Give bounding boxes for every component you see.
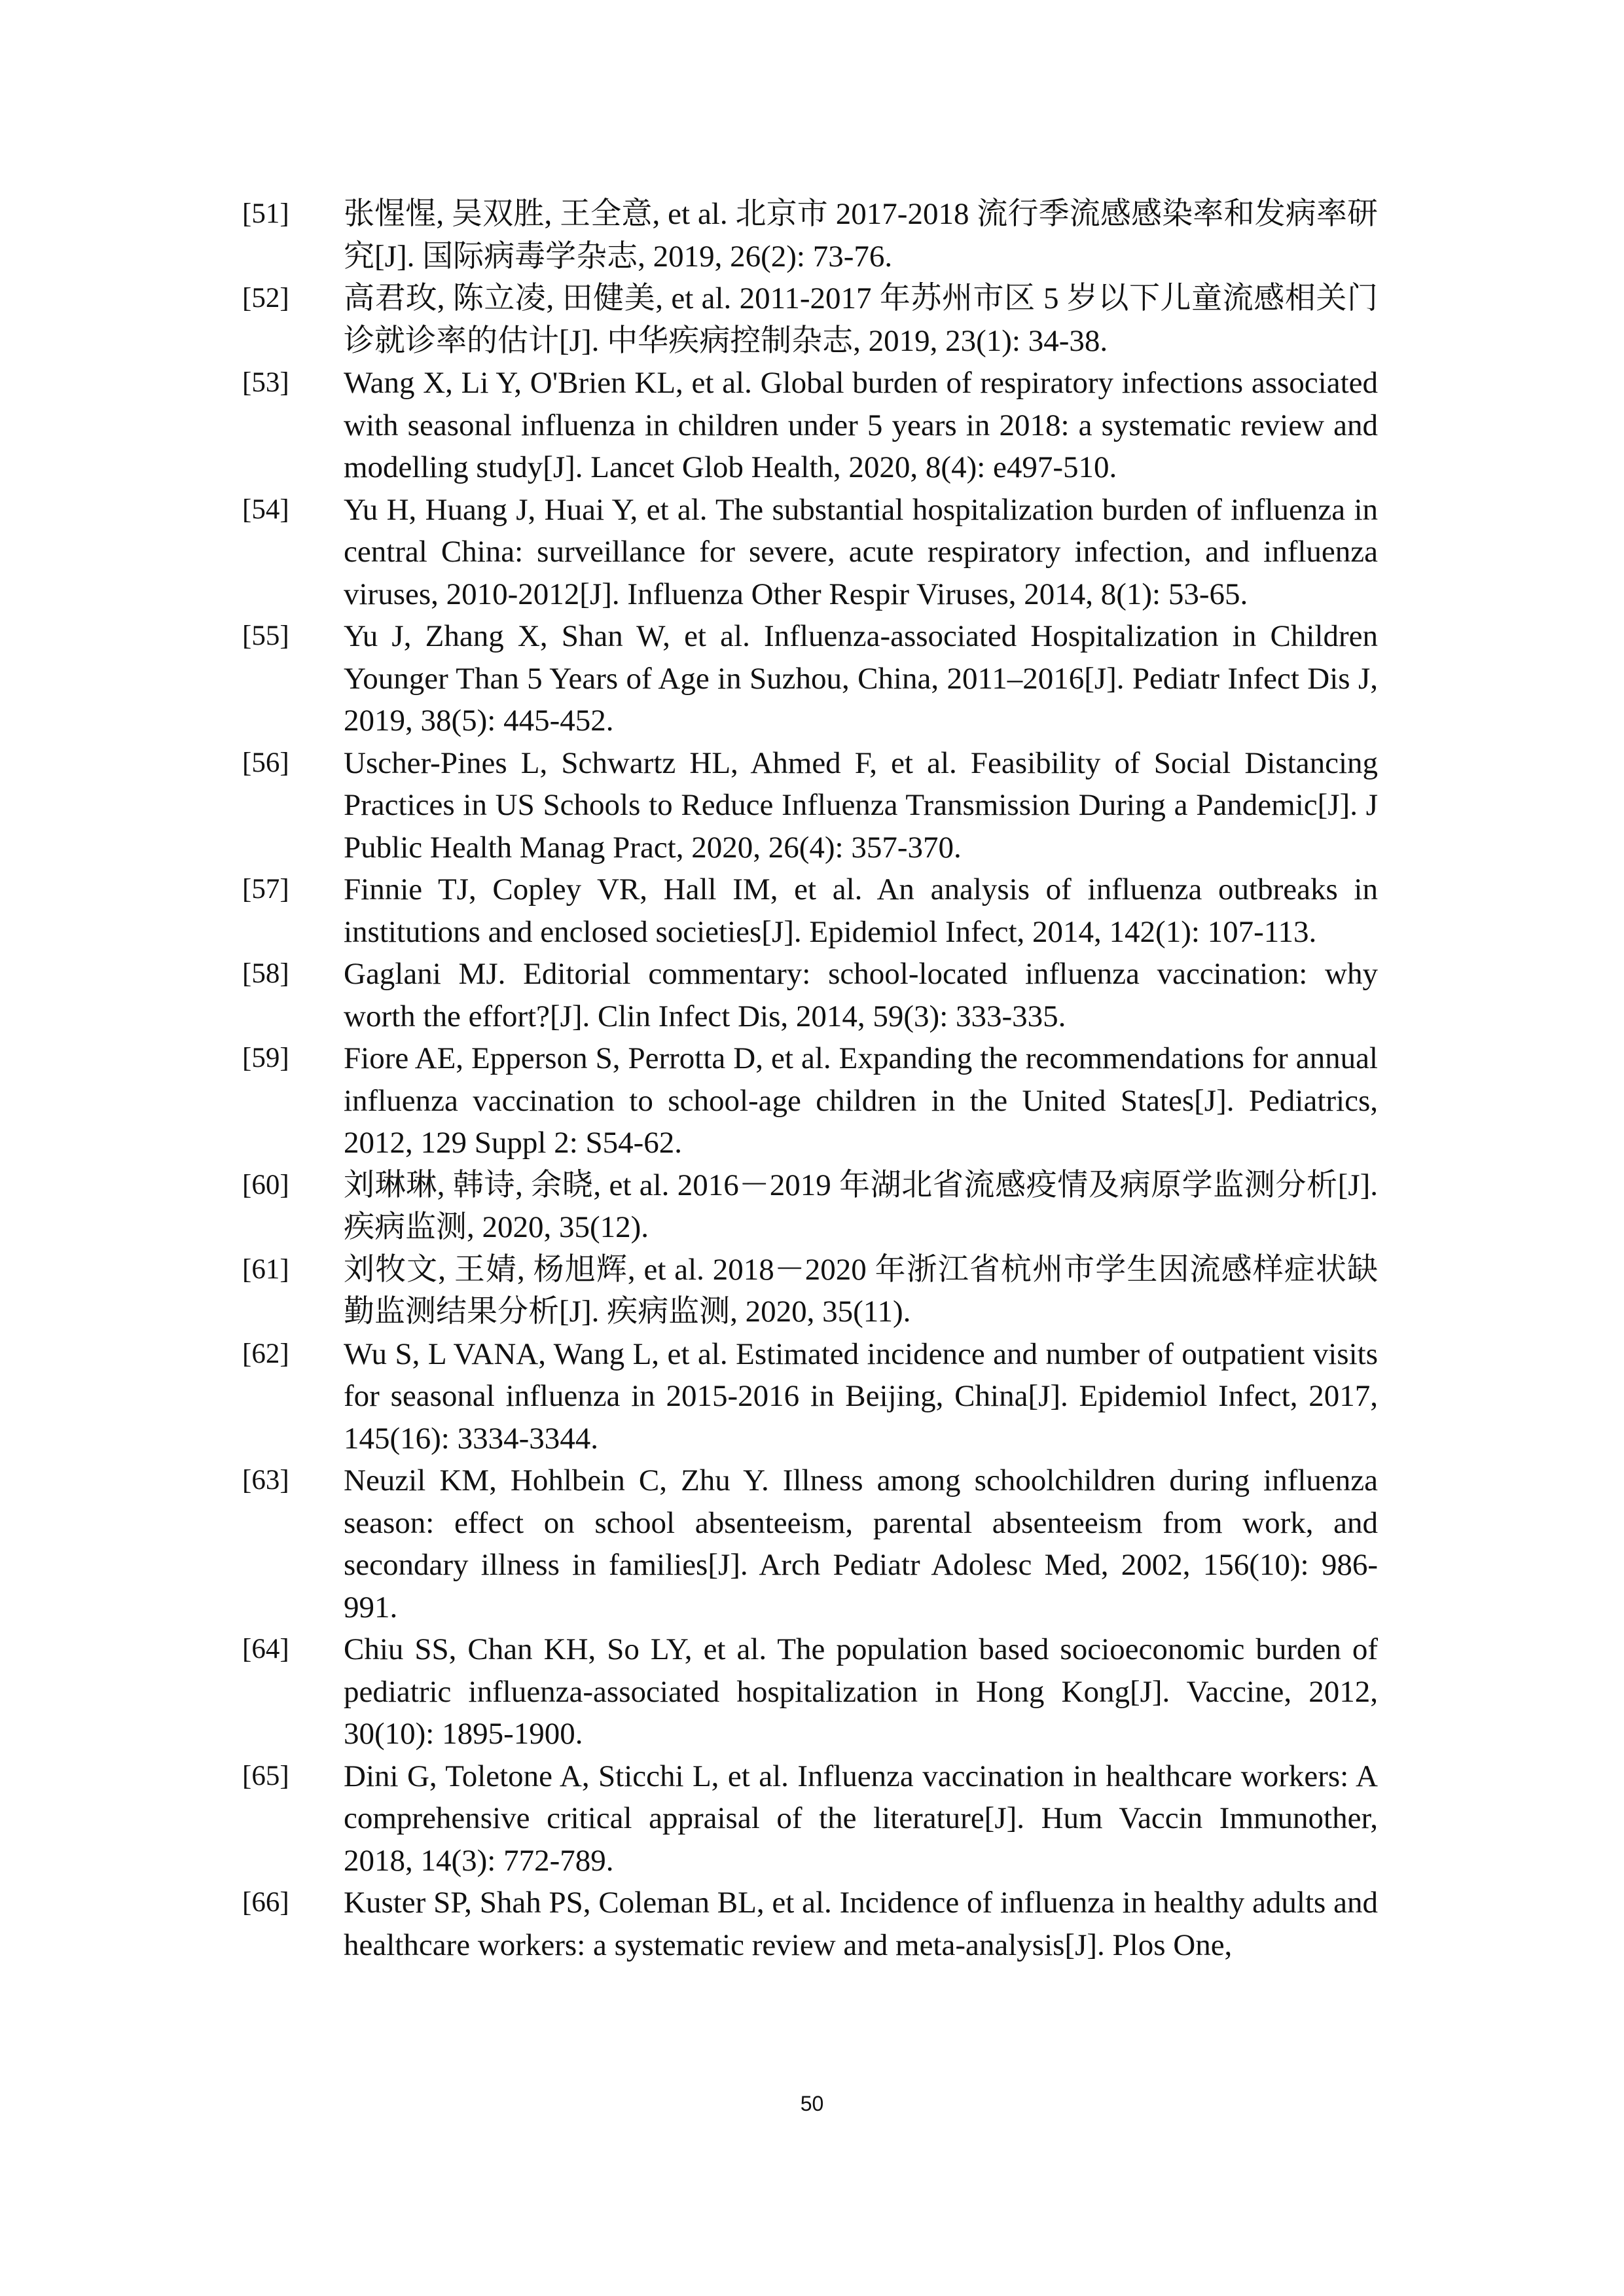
reference-item [242, 1755, 1378, 1882]
reference-text: Kuster SP, Shah PS, Coleman BL, et al. Incidence of influenza in healthy adults and healthcare workers: a systematic review and meta-analysis[J]. Plos One, [344, 1886, 1378, 1962]
reference-number: [52] [242, 283, 289, 314]
reference-number: [59] [242, 1043, 289, 1073]
reference-item [242, 869, 1378, 953]
reference-item [242, 615, 1378, 742]
reference-text: 高君玫, 陈立凌, 田健美, et al. 2011-2017 年苏州市区 5 岁以下儿童流感相关门诊就诊率的估计[J]. 中华疾病控制杂志, 2019, 23(1): 34-38. [344, 281, 1378, 358]
reference-number: [51] [242, 198, 289, 229]
reference-number: [64] [242, 1634, 289, 1664]
reference-text: Yu H, Huang J, Huai Y, et al. The substantial hospitalization burden of influenza in central China: surveillance for severe, acute respiratory infection, and influenza viruses, 2010-2012[J]. Influenza Other Respir Viruses, 2014, 8(1): 53-65. [344, 492, 1378, 611]
reference-number: [55] [242, 620, 289, 651]
reference-item [242, 362, 1378, 489]
reference-number: [61] [242, 1253, 289, 1285]
reference-text: Yu J, Zhang X, Shan W, et al. Influenza-associated Hospitalization in Children Younger Than 5 Years of Age in Suzhou, China, 2011–2016[J]. Pediatr Infect Dis J, 2019, 38(5): 445-452. [344, 619, 1378, 738]
reference-text: Chiu SS, Chan KH, So LY, et al. The population based socioeconomic burden of pediatric influenza-associated hospitalization in Hong Kong[J]. Vaccine, 2012, 30(10): 1895-1900. [344, 1632, 1378, 1751]
reference-item [242, 1882, 1378, 1966]
reference-text: Finnie TJ, Copley VR, Hall IM, et al. An analysis of influenza outbreaks in institutions and enclosed societies[J]. Epidemiol Infect, 2014, 142(1): 107-113. [344, 872, 1378, 949]
reference-item [242, 1333, 1378, 1460]
reference-item [242, 1249, 1378, 1333]
reference-list [242, 193, 1378, 1966]
reference-number: [56] [242, 747, 289, 778]
reference-item [242, 1037, 1378, 1164]
reference-text: 刘琳琳, 韩诗, 余晓, et al. 2016－2019 年湖北省流感疫情及病原学监测分析[J]. 疾病监测, 2020, 35(12). [344, 1168, 1378, 1244]
reference-number: [65] [242, 1760, 289, 1791]
reference-item [242, 489, 1378, 616]
reference-text: 张惺惺, 吴双胜, 王全意, et al. 北京市 2017-2018 流行季流感感染率和发病率研究[J]. 国际病毒学杂志, 2019, 26(2): 73-76. [344, 197, 1378, 274]
reference-number: [57] [242, 874, 289, 905]
page-number: 50 [800, 2092, 824, 2115]
reference-text: Wang X, Li Y, O'Brien KL, et al. Global burden of respiratory infections associated with seasonal influenza in children under 5 years in 2018: a systematic review and modelling study[J]. Lancet Glob Health, 2020, 8(4): e497-510. [344, 366, 1378, 484]
reference-number: [60] [242, 1169, 289, 1200]
reference-number: [58] [242, 958, 289, 989]
reference-text: 刘牧文, 王婧, 杨旭辉, et al. 2018－2020 年浙江省杭州市学生因流感样症状缺勤监测结果分析[J]. 疾病监测, 2020, 35(11). [344, 1252, 1378, 1329]
reference-number: [54] [242, 493, 289, 525]
reference-number: [53] [242, 367, 289, 398]
reference-item [242, 1628, 1378, 1755]
reference-text: Neuzil KM, Hohlbein C, Zhu Y. Illness among schoolchildren during influenza season: effect on school absenteeism, parental absenteeism from work, and secondary illness in families[J]. Arch Pediatr Adolesc Med, 2002, 156(10): 986-991. [344, 1463, 1378, 1624]
reference-text: Uscher-Pines L, Schwartz HL, Ahmed F, et al. Feasibility of Social Distancing Practices in US Schools to Reduce Influenza Transmission During a Pandemic[J]. J Public Health Manag Pract, 2020, 26(4): 357-370. [344, 745, 1378, 865]
reference-text: Gaglani MJ. Editorial commentary: school-located influenza vaccination: why worth the effort?[J]. Clin Infect Dis, 2014, 59(3): 333-335. [344, 957, 1378, 1033]
reference-item [242, 1164, 1378, 1249]
reference-number: [63] [242, 1465, 289, 1496]
reference-item [242, 278, 1378, 362]
reference-text: Wu S, L VANA, Wang L, et al. Estimated incidence and number of outpatient visits for seasonal influenza in 2015-2016 in Beijing, China[J]. Epidemiol Infect, 2017, 145(16): 3334-3344. [344, 1336, 1378, 1456]
reference-item [242, 193, 1378, 278]
reference-text: Dini G, Toletone A, Sticchi L, et al. Influenza vaccination in healthcare workers: A comprehensive critical appraisal of the literature[J]. Hum Vaccin Immunother, 2018, 14(3): 772-789. [344, 1759, 1378, 1878]
reference-item [242, 742, 1378, 869]
reference-item [242, 953, 1378, 1037]
reference-number: [62] [242, 1338, 289, 1369]
reference-item [242, 1460, 1378, 1628]
reference-text: Fiore AE, Epperson S, Perrotta D, et al. Expanding the recommendations for annual influenza vaccination to school-age children in the United States[J]. Pediatrics, 2012, 129 Suppl 2: S54-62. [344, 1041, 1378, 1160]
reference-number: [66] [242, 1887, 289, 1918]
